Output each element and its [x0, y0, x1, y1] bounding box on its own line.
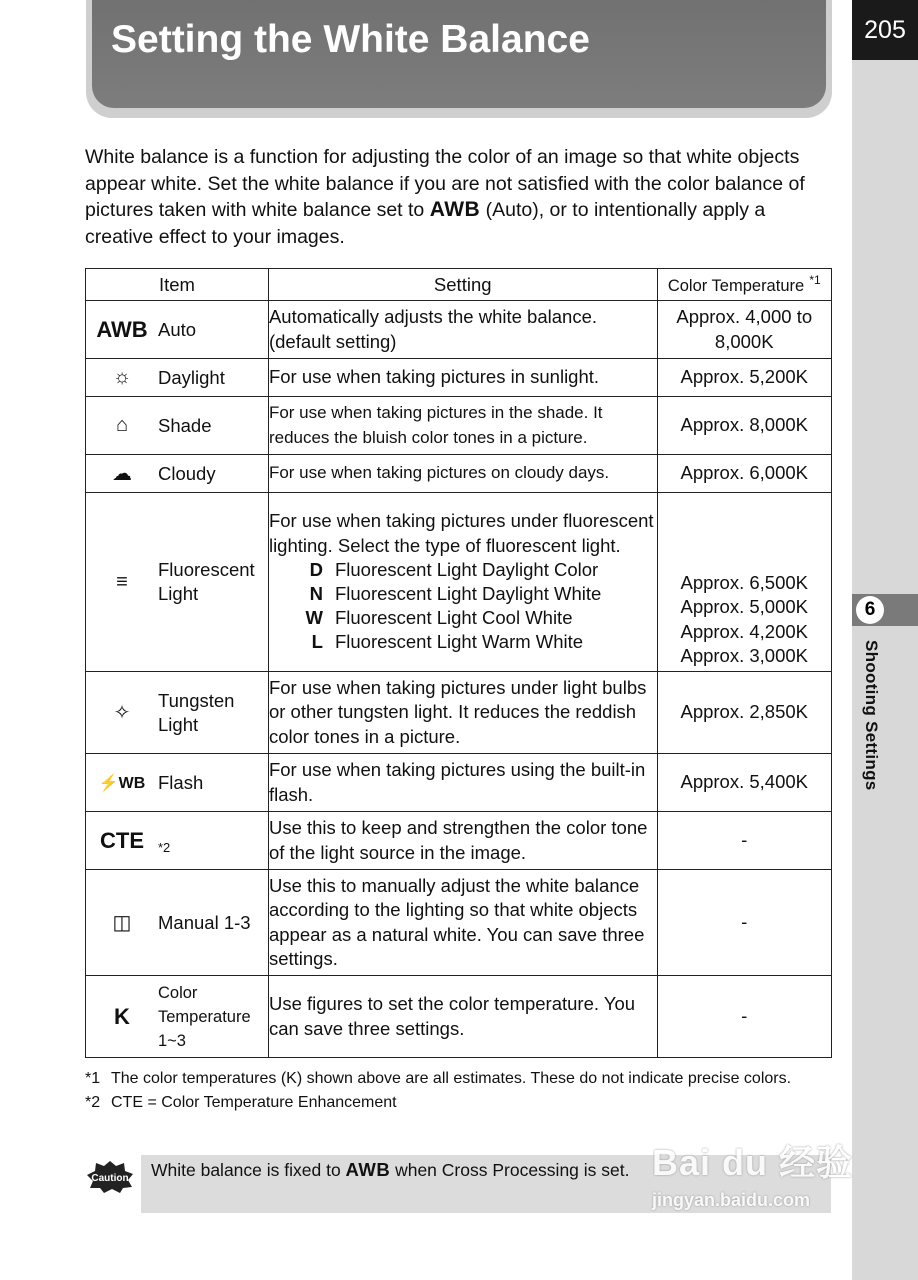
awb-icon: AWB — [96, 316, 148, 342]
chapter-title: Shooting Settings — [862, 640, 881, 791]
header-item: Item — [86, 269, 269, 301]
fl-code: L — [311, 631, 323, 653]
temp-value: Approx. 4,000 to 8,000K — [657, 301, 832, 359]
setting-cell — [268, 493, 657, 672]
temp-value: Approx. 3,000K — [680, 644, 809, 666]
item-label: Flash — [158, 771, 204, 793]
temp-value: Approx. 5,200K — [657, 359, 832, 397]
watermark-url: jingyan.baidu.com — [652, 1190, 811, 1210]
setting-text: For use when taking pictures in sunlight. — [268, 359, 657, 397]
setting-text: Automatically adjusts the white balance. (default setting) — [268, 301, 657, 359]
intro-text-1: White balance is a function for adjusting the color of an image so that white objects appear white. Set the white balance if you are not satisfied with the color balance of pictures taken with white balance set to — [85, 146, 805, 222]
item-label: Fluorescent Light — [158, 559, 255, 604]
header-setting: Setting — [268, 269, 657, 301]
awb-label: AWB — [345, 1159, 391, 1180]
footnote — [85, 1092, 830, 1114]
chapter-number: 6 — [856, 596, 884, 624]
setting-text: For use when taking pictures under light bulbs or other tungsten light. It reduces the reddish color tones in a picture. — [268, 672, 657, 754]
page-number: 205 — [852, 0, 918, 60]
caution-label: Caution — [91, 1173, 129, 1184]
fl-label: Fluorescent Light Daylight White — [334, 583, 602, 604]
cte-icon: CTE — [100, 827, 144, 853]
list-item — [269, 630, 657, 654]
intro-text-2: (Auto), or to intentionally apply a creative effect to your images. — [85, 199, 766, 248]
setting-text: Use this to manually adjust the white balance according to the lighting so that white objects appear as a natural white. You can save three settings. — [268, 870, 657, 976]
footnote-text: CTE = Color Temperature Enhancement — [111, 1094, 397, 1111]
header-temp-sup: *1 — [809, 272, 821, 287]
footnote-mark: *1 — [85, 1070, 101, 1087]
item-label: Tungsten Light — [158, 689, 235, 735]
table-row — [86, 870, 832, 976]
cloudy-icon: ☁ — [112, 463, 132, 485]
item-label: Auto — [158, 318, 197, 340]
footnotes — [85, 1068, 830, 1114]
table-row — [86, 301, 832, 359]
table-row — [86, 397, 832, 455]
temp-value: - — [657, 976, 832, 1058]
temp-value: - — [657, 870, 832, 976]
temp-value: Approx. 5,000K — [680, 596, 809, 618]
temp-value: - — [657, 812, 832, 870]
caution-text — [151, 1159, 629, 1181]
caution-icon — [86, 1160, 134, 1194]
item-label: Shade — [158, 414, 212, 436]
table-row — [86, 359, 832, 397]
table-row — [86, 672, 832, 754]
list-item — [269, 582, 657, 606]
fluorescent-icon: ≡ — [116, 570, 128, 593]
temp-value: Approx. 8,000K — [657, 397, 832, 455]
item-label: Cloudy — [158, 462, 216, 484]
page-title: Setting the White Balance — [111, 18, 590, 61]
awb-label: AWB — [429, 198, 481, 222]
manual-wb-icon: ◫ — [112, 912, 132, 934]
kelvin-icon: K — [114, 1003, 130, 1029]
footnote-text: The color temperatures (K) shown above are all estimates. These do not indicate precise colors. — [111, 1070, 792, 1087]
table-row — [86, 812, 832, 870]
footnote — [85, 1068, 830, 1090]
shade-icon: ⌂ — [115, 414, 129, 436]
fl-code: W — [305, 607, 323, 629]
item-label: *2 — [158, 840, 171, 855]
setting-text: For use when taking pictures using the built-in flash. — [268, 754, 657, 812]
table-row — [86, 976, 832, 1058]
setting-text: Use this to keep and strengthen the color tone of the light source in the image. — [268, 812, 657, 870]
temp-value: Approx. 5,400K — [657, 754, 832, 812]
fl-label: Fluorescent Light Cool White — [334, 607, 573, 629]
temp-cell — [657, 493, 832, 672]
fl-label: Fluorescent Light Warm White — [334, 631, 584, 653]
item-label: Daylight — [158, 366, 225, 388]
item-label: Manual 1-3 — [158, 911, 251, 933]
table-row — [86, 493, 832, 672]
table-row — [86, 455, 832, 493]
setting-text: For use when taking pictures under fluorescent lighting. Select the type of fluorescent light. — [268, 510, 654, 556]
temp-value: Approx. 2,850K — [657, 672, 832, 754]
table-row — [86, 754, 832, 812]
header-temp — [657, 269, 832, 301]
caution-text-1: White balance is fixed to — [151, 1160, 346, 1180]
footnote-mark: *2 — [85, 1094, 101, 1111]
daylight-icon: ☼ — [112, 366, 132, 388]
setting-text: For use when taking pictures on cloudy days. — [268, 455, 657, 493]
list-item — [269, 606, 657, 630]
caution-text-2: when Cross Processing is set. — [390, 1160, 630, 1180]
setting-text: Use figures to set the color temperature. You can save three settings. — [268, 976, 657, 1058]
item-label: Color Temperature 1~3 — [158, 983, 251, 1050]
temp-value: Approx. 6,000K — [657, 455, 832, 493]
fl-code: D — [309, 558, 323, 580]
flash-wb-icon: ⚡WB — [98, 774, 146, 792]
intro-paragraph — [85, 144, 830, 250]
header-temp-label: Color Temperature — [667, 277, 805, 296]
temp-value: Approx. 4,200K — [680, 620, 809, 642]
table-header-row — [86, 269, 832, 301]
list-item — [269, 558, 657, 582]
watermark-brand: Bai du 经验 — [652, 1142, 854, 1183]
tungsten-icon: ✧ — [113, 702, 131, 724]
fl-label: Fluorescent Light Daylight Color — [334, 558, 599, 580]
setting-text: For use when taking pictures in the shade. It reduces the bluish color tones in a picture. — [268, 397, 657, 455]
watermark — [652, 1135, 853, 1211]
fl-code: N — [309, 583, 323, 604]
temp-value: Approx. 6,500K — [680, 572, 809, 594]
white-balance-table — [85, 268, 832, 1058]
